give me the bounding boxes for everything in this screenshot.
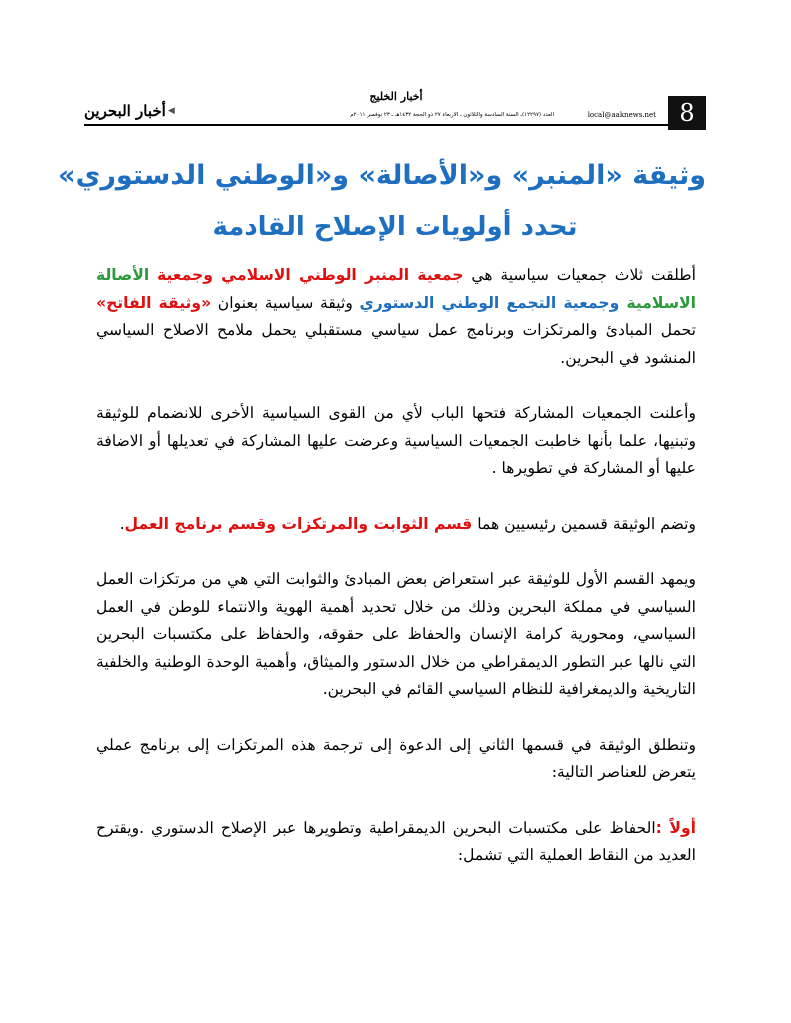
paragraph-3 xyxy=(96,511,696,539)
text: أطلقت ثلاث جمعيات سياسية هي xyxy=(463,266,696,284)
text: . xyxy=(119,514,125,533)
email-address: local@aaknews.net xyxy=(587,111,656,119)
text: وتضم الوثيقة قسمين رئيسيين هما xyxy=(472,514,696,533)
headline-line-1: وثيقة «المنبر» و«الأصالة» و«الوطني الدستوري» xyxy=(58,160,706,191)
masthead-logo: أخبار الخليج xyxy=(369,90,423,103)
text: الحفاظ على مكتسبات البحرين الديمقراطية وتطويرها عبر الإصلاح الدستوري .ويقترح العديد من النقاط العملية التي تشمل: xyxy=(96,818,696,864)
issue-line: العدد (١٢٢٩٧)ـ السنة السادسة والثلاثون ـ الأربعاء ٢٧ ذو الحجة ١٤٣٢هـ ـ ٢٣ نوفمبر ٢٠١١م xyxy=(350,112,554,118)
triangle-icon: ◀ xyxy=(167,106,175,116)
paragraph-4: ويمهد القسم الأول للوثيقة عبر استعراض بعض المبادئ والثوابت التي هي من مرتكزات العمل السياسي في مملكة البحرين وذلك من خلال تحديد أهمية الهوية والانتماء للوطن في العمل السياسي، ومحورية كرامة الإنسان والحفاظ على حقوقه، والحفاظ على مكتسبات البحرين التي نالها عبر التطور الديمقراطي من خلال الدستور والميثاق، وأهمية الوحدة الوطنية والخلفية التاريخية والديمغرافية للنظام السياسي القائم في البحرين. xyxy=(96,570,696,698)
page-number: 8 xyxy=(668,96,706,130)
header-rule xyxy=(84,124,668,126)
highlight-first: أولاً : xyxy=(655,818,696,837)
text: وثيقة سياسية بعنوان xyxy=(211,293,360,312)
highlight-document-name: «وثيقة الفاتح» xyxy=(96,293,212,312)
paragraph-6 xyxy=(96,815,696,870)
headline-line-2: تحدد أولويات الإصلاح القادمة xyxy=(212,212,578,242)
paragraph-2: وأعلنت الجمعيات المشاركة فتحها الباب لأي من القوى السياسية الأخرى للانضمام للوثيقة وتبنيها، علما بأنها خاطبت الجمعيات السياسية وعرضت عليها المشاركة في تعديلها أو الاضافة عليها أو المشاركة في تطويرها . xyxy=(96,404,696,477)
highlight-minbar: جمعية المنبر الوطني الاسلامي وجمعية xyxy=(156,266,464,284)
highlight-sections: قسم الثوابت والمرتكزات وقسم برنامج العمل xyxy=(124,514,473,533)
highlight-asala: الأصالة الاسلامية xyxy=(96,266,696,312)
paragraph-5: وتنطلق الوثيقة في قسمها الثاني إلى الدعوة إلى ترجمة هذه المرتكزات إلى برنامج عملي يتعرض للعناصر التالية: xyxy=(96,735,696,781)
article-body xyxy=(96,262,696,898)
paragraph-1 xyxy=(96,262,696,372)
highlight-tajammu: وجمعية التجمع الوطني الدستوري xyxy=(359,293,627,312)
text: تحمل المبادئ والمرتكزات وبرنامج عمل سياسي مستقبلي يحمل ملامح الاصلاح السياسي المنشود في البحرين. xyxy=(96,321,696,367)
section-name xyxy=(84,100,196,122)
section-label: أخبار البحرين xyxy=(84,102,166,120)
page-header xyxy=(84,90,706,130)
